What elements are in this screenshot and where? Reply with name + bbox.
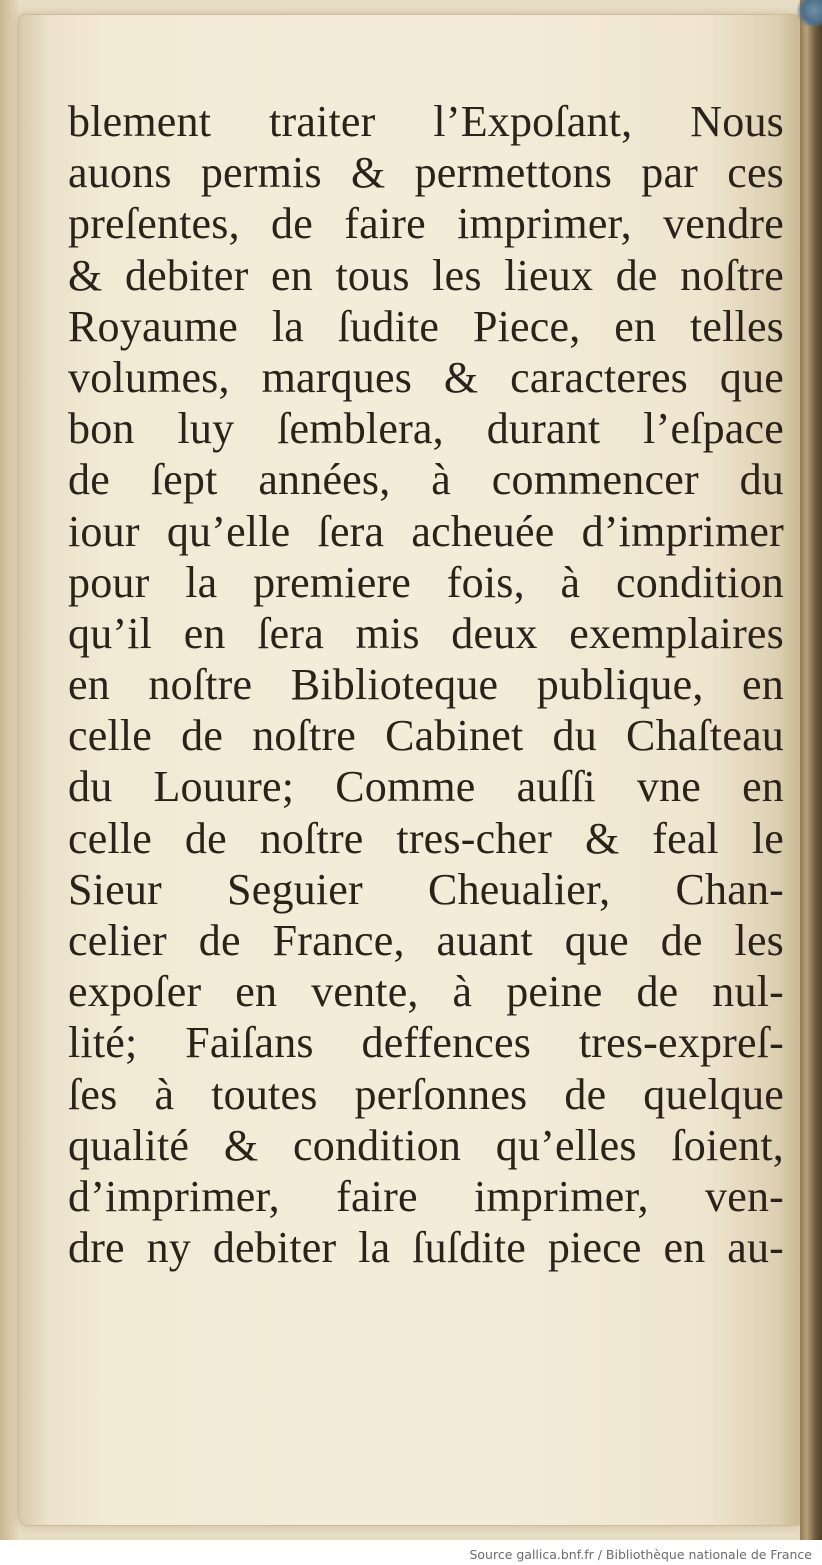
text-line-11: qu’il en ſera mis deux exemplaires [68, 608, 784, 658]
text-line-23: dre ny debiter la ſuſdite piece en au- [68, 1223, 784, 1273]
text-line-21: qualité & condition qu’elles ſoient, [68, 1120, 784, 1170]
text-line-18: expoſer en vente, à peine de nul- [68, 967, 784, 1017]
page-text [68, 96, 784, 1273]
text-line-16: Sieur Seguier Cheualier, Chan- [68, 864, 784, 914]
text-line-2: auons permis & permettons par ces [68, 148, 784, 198]
page-edge-shadow [0, 0, 18, 1540]
book-spine [800, 0, 822, 1540]
binding-corner [796, 0, 822, 26]
text-line-17: celier de France, auant que de les [68, 916, 784, 965]
text-line-1: blement traiter l’Expoſant, Nous [68, 97, 784, 146]
text-line-9: iour qu’elle ſera acheuée d’imprimer [68, 506, 784, 556]
text-line-6: volumes, marques & caracteres que [68, 352, 784, 402]
text-line-12: en noſtre Biblioteque publique, en [68, 660, 784, 710]
source-credit: Source gallica.bnf.fr / Bibliothèque nationale de France [469, 1547, 812, 1562]
text-line-22: d’imprimer, faire imprimer, ven- [68, 1171, 784, 1221]
text-line-3: preſentes, de faire imprimer, vendre [68, 199, 784, 249]
text-line-20: ſes à toutes perſonnes de quelque [68, 1069, 784, 1119]
text-line-5: Royaume la ſudite Piece, en telles [68, 301, 784, 351]
text-line-10: pour la premiere fois, à condition [68, 557, 784, 607]
text-line-14: du Louure; Comme auſſi vne en [68, 762, 784, 812]
text-line-7: bon luy ſemblera, durant l’eſpace [68, 404, 784, 454]
text-line-4: & debiter en tous les lieux de noſtre [68, 250, 784, 300]
text-line-15: celle de noſtre tres-cher & feal le [68, 813, 784, 863]
text-line-19: lité; Faiſans deffences tres-expreſ- [68, 1018, 784, 1068]
text-line-13: celle de noſtre Cabinet du Chaſteau [68, 711, 784, 761]
text-line-8: de ſept années, à commencer du [68, 455, 784, 505]
